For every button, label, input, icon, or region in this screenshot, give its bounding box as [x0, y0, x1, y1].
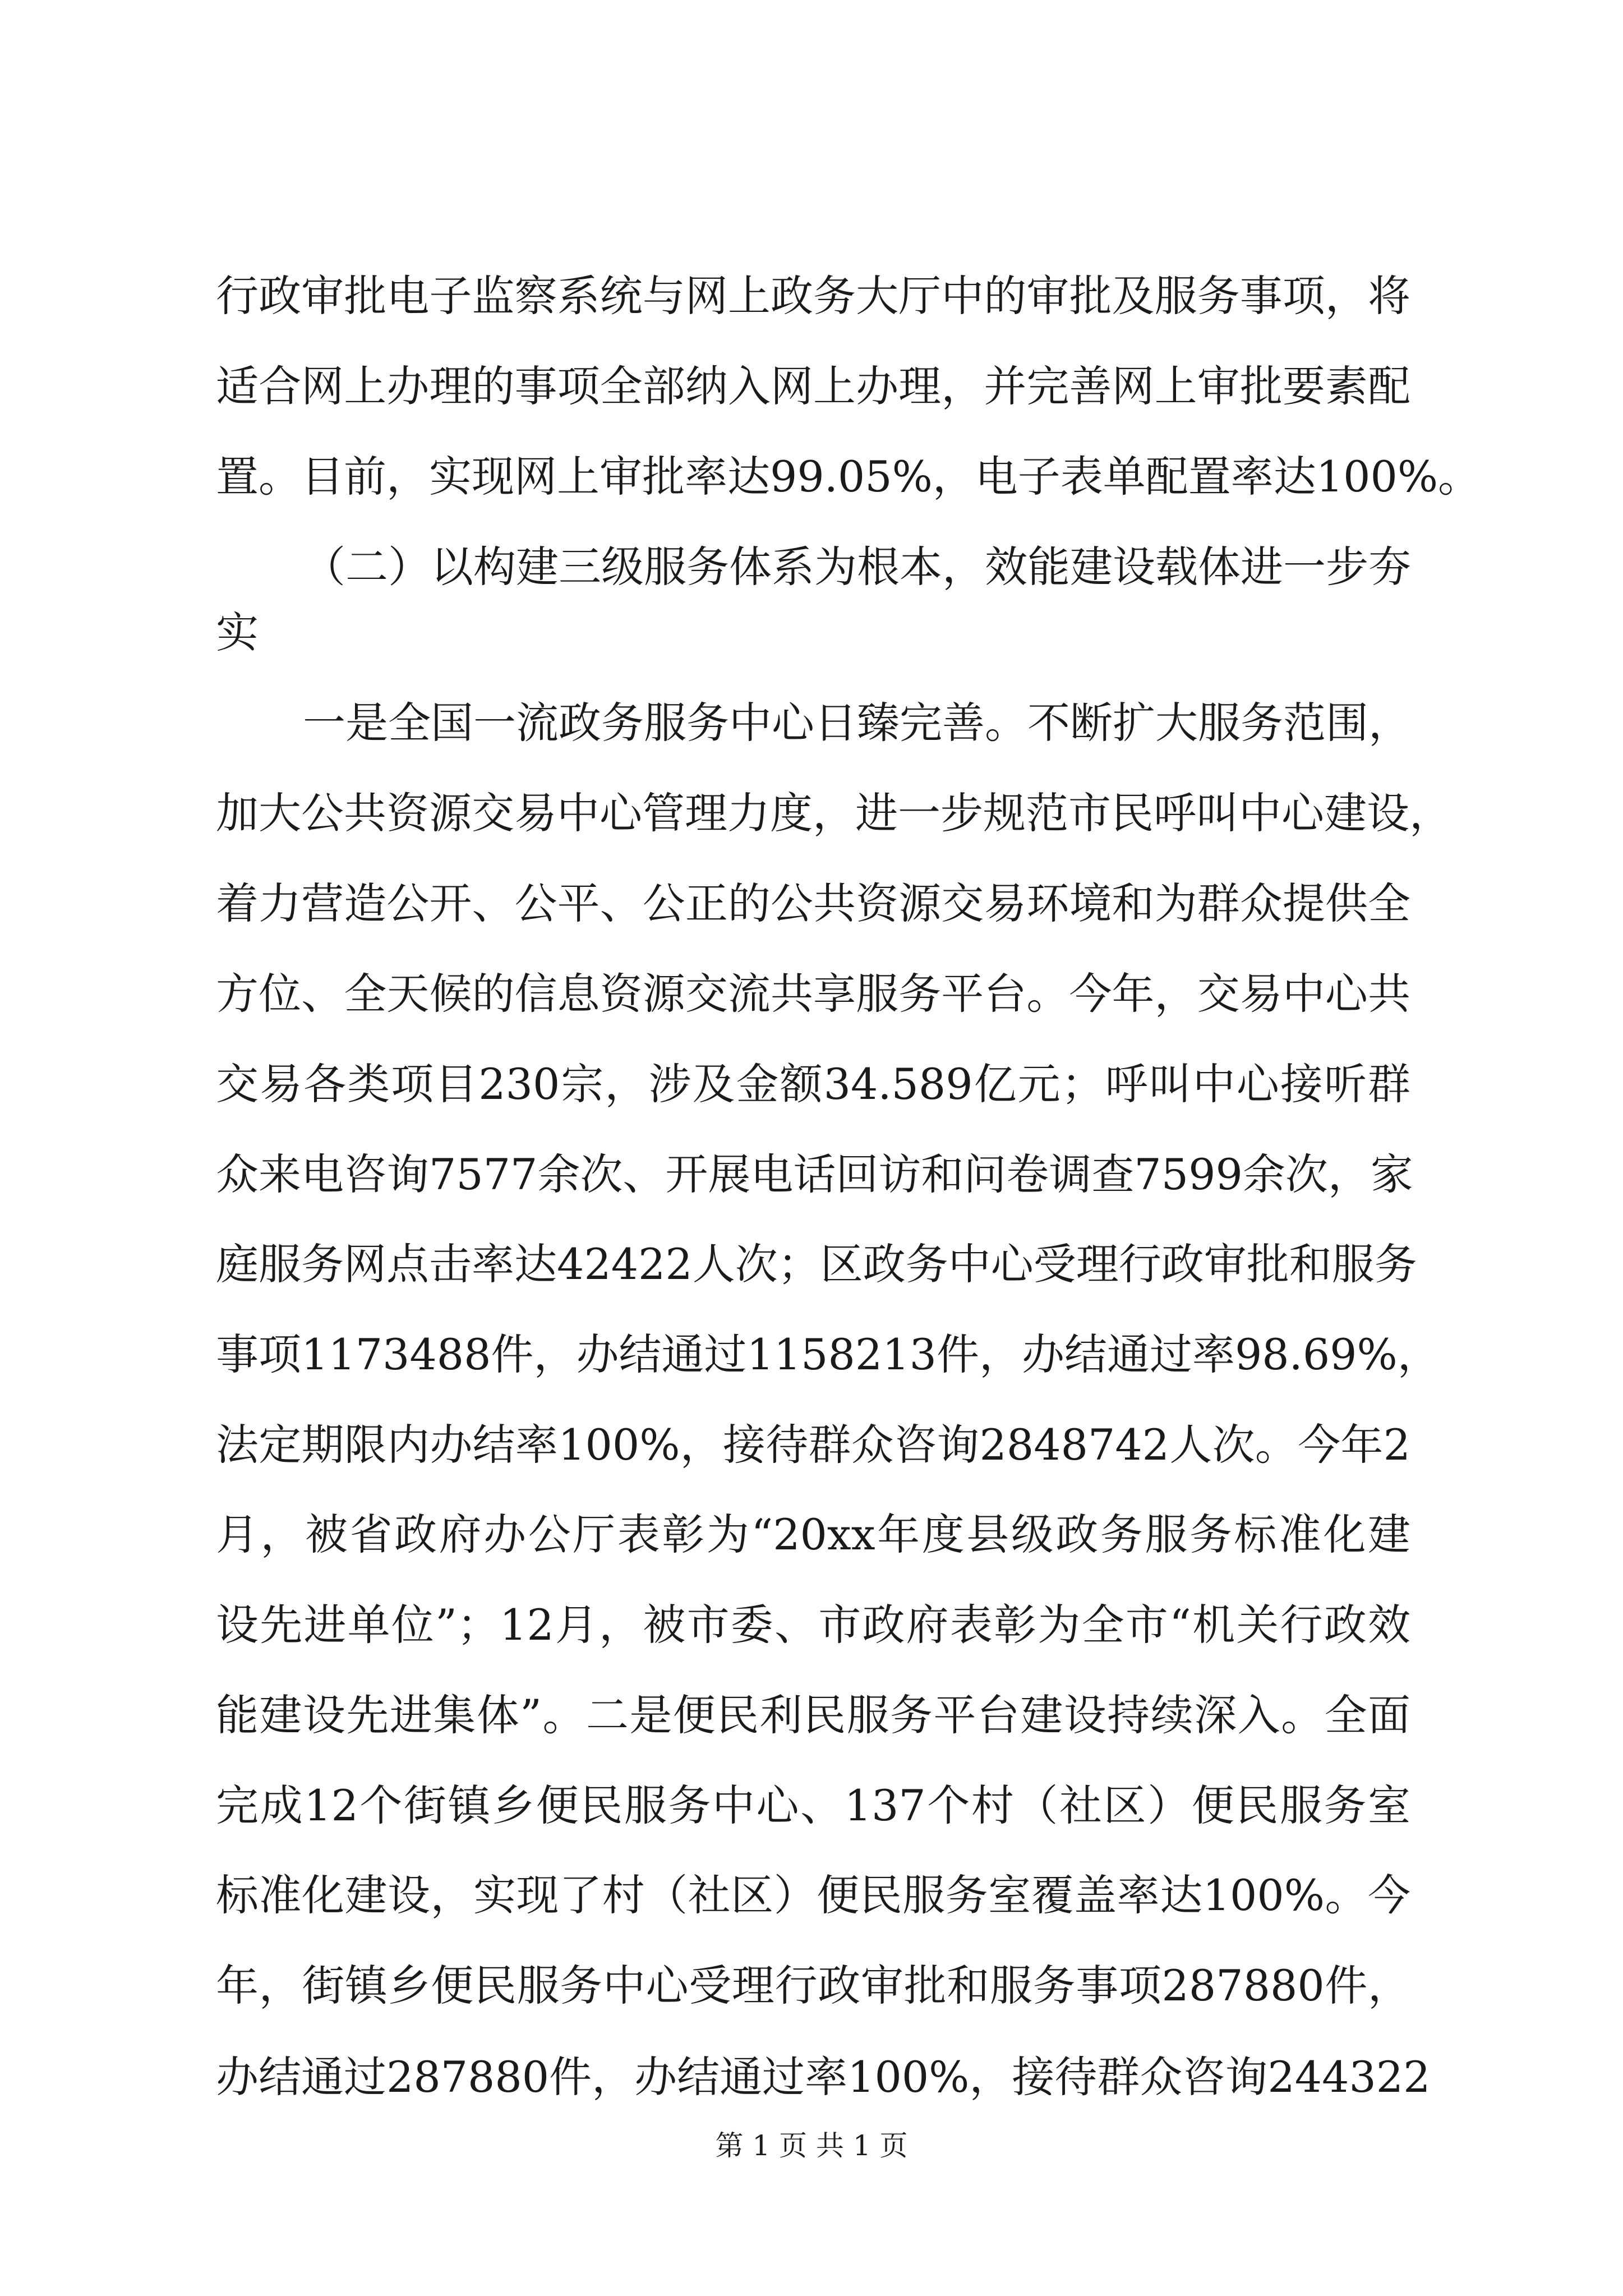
text-line-13: 事项1173488件，办结通过1158213件，办结通过率98.69%， — [216, 1329, 1440, 1379]
text-line-18: 完成12个街镇乡便民服务中心、137个村（社区）便民服务室 — [216, 1780, 1410, 1830]
text-line-14: 法定期限内办结率100%，接待群众咨询2848742人次。今年2 — [216, 1420, 1410, 1470]
text-line-10: 交易各类项目230宗，涉及金额34.589亿元；呼叫中心接听群 — [216, 1059, 1410, 1109]
text-line-6: 一是全国一流政务服务中心日臻完善。不断扩大服务范围， — [303, 698, 1411, 748]
text-line-7: 加大公共资源交易中心管理力度，进一步规范市民呼叫中心建设， — [216, 788, 1452, 838]
text-line-2: 适合网上办理的事项全部纳入网上办理，并完善网上审批要素配 — [216, 361, 1410, 411]
text-line-8: 着力营造公开、公平、公正的公共资源交易环境和为群众提供全 — [216, 878, 1410, 928]
text-line-15: 月，被省政府办公厅表彰为“20xx年度县级政务服务标准化建 — [216, 1510, 1410, 1559]
text-line-9: 方位、全天候的信息资源交流共享服务平台。今年，交易中心共 — [216, 969, 1410, 1019]
text-line-20: 年，街镇乡便民服务中心受理行政审批和服务事项287880件， — [216, 1961, 1410, 2010]
text-line-19: 标准化建设，实现了村（社区）便民服务室覆盖率达100%。今 — [216, 1870, 1410, 1920]
section-heading-line-2: 实 — [216, 608, 259, 657]
text-line-3: 置。目前，实现网上审批率达99.05%，电子表单配置率达100%。 — [216, 452, 1481, 501]
text-line-1: 行政审批电子监察系统与网上政务大厅中的审批及服务事项，将 — [216, 271, 1410, 321]
text-line-17: 能建设先进集体”。二是便民利民服务平台建设持续深入。全面 — [216, 1690, 1410, 1740]
text-line-12: 庭服务网点击率达42422人次；区政务中心受理行政审批和服务 — [216, 1239, 1417, 1289]
page-footer: 第 1 页 共 1 页 — [715, 2129, 908, 2162]
text-line-16: 设先进单位”；12月，被市委、市政府表彰为全市“机关行政效 — [216, 1600, 1410, 1650]
text-line-11: 众来电咨询7577余次、开展电话回访和问卷调查7599余次，家 — [216, 1149, 1413, 1199]
section-heading-line-1: （二）以构建三级服务体系为根本，效能建设载体进一步夯 — [303, 542, 1411, 592]
text-line-21: 办结通过287880件，办结通过率100%，接待群众咨询244322 — [216, 2052, 1431, 2102]
